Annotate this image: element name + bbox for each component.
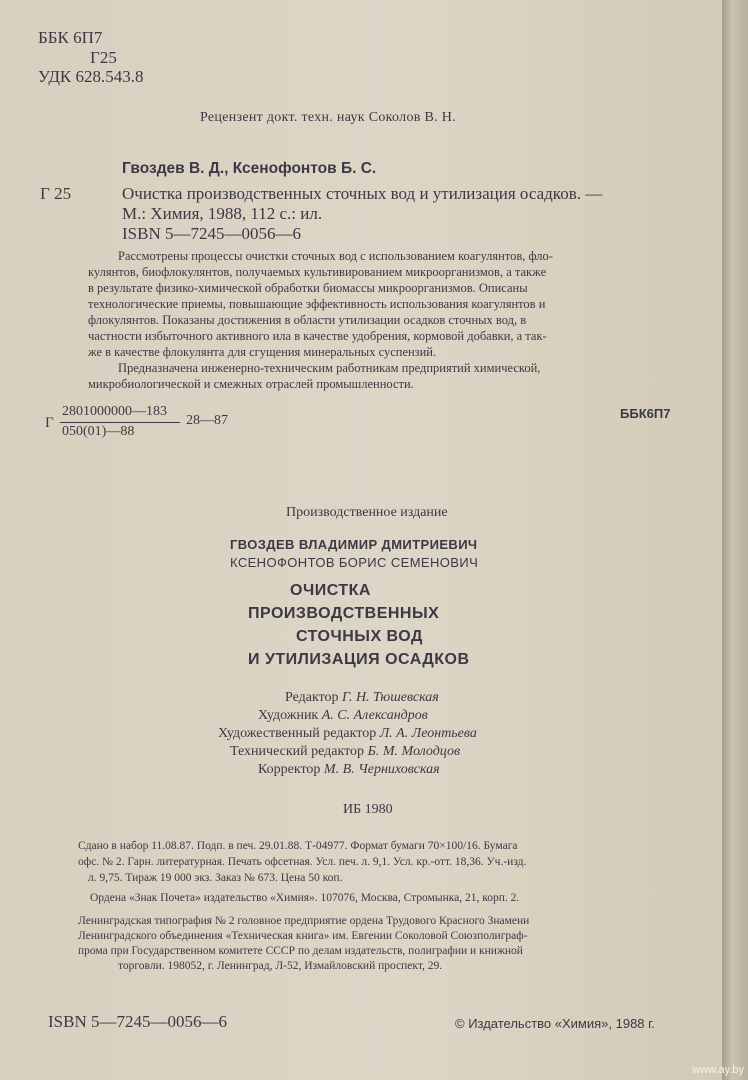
catalog-mark: Г 25	[40, 184, 72, 203]
index-letter: Г	[45, 415, 54, 431]
credit-name: Л. А. Леонтьева	[379, 726, 477, 741]
credit-name: А. С. Александров	[321, 708, 428, 723]
credit-role: Редактор	[285, 690, 339, 705]
catalog-isbn: ISBN 5—7245—0056—6	[122, 224, 301, 243]
credit-role: Корректор	[258, 762, 321, 777]
printer-info-line: Ленинградского объединения «Техническая книга» им. Евгении Соколовой Союзполиграф-	[78, 930, 528, 942]
annotation-line: Предназначена инженерно-техническим работникам предприятий химической,	[118, 361, 541, 375]
credit-role: Художник	[258, 708, 319, 723]
bbk-code: ББК 6П7	[38, 28, 103, 47]
index-fraction-line	[60, 422, 180, 423]
book-title-line: ОЧИСТКА	[290, 582, 371, 599]
credit-line	[258, 708, 428, 724]
annotation-line: частности избыточного активного ила в качестве удобрения, кормовой добавки, а так-	[88, 329, 547, 343]
print-info-line: л. 9,75. Тираж 19 000 экз. Заказ № 673. Цена 50 коп.	[88, 872, 343, 884]
annotation-line: Рассмотрены процессы очистки сточных вод с использованием коагулянтов, фло-	[118, 249, 553, 263]
publisher-address: Ордена «Знак Почета» издательство «Химия». 107076, Москва, Стромынка, 21, корп. 2.	[90, 892, 520, 904]
credit-line	[230, 744, 460, 760]
print-info-line: Сдано в набор 11.08.87. Подп. в печ. 29.01.88. Т-04977. Формат бумаги 70×100/16. Бумага	[78, 840, 518, 852]
credit-line	[258, 762, 440, 778]
catalog-authors: Гвоздев В. Д., Ксенофонтов Б. С.	[122, 160, 377, 177]
author-full-1: ГВОЗДЕВ ВЛАДИМИР ДМИТРИЕВИЧ	[230, 537, 478, 552]
credit-line	[285, 690, 439, 706]
credit-role: Художественный редактор	[218, 726, 377, 741]
index-suffix: 28—87	[186, 413, 228, 428]
credit-name: Г. Н. Тюшевская	[342, 690, 439, 705]
annotation-line: флокулянтов. Показаны достижения в области утилизации осадков сточных вод, в	[88, 313, 527, 327]
printer-info-line: торговли. 198052, г. Ленинград, Л-52, Измайловский проспект, 29.	[118, 960, 443, 972]
index-denominator: 050(01)—88	[62, 424, 135, 439]
annotation-text	[88, 248, 668, 392]
credit-name: Б. М. Молодцов	[367, 744, 461, 759]
print-info	[78, 838, 526, 886]
annotation-line: в результате физико-химической обработки биомассы микроорганизмов. Описаны	[88, 281, 528, 295]
udk-code: УДК 628.543.8	[38, 67, 144, 86]
author-mark: Г25	[90, 48, 117, 67]
book-spine	[722, 0, 748, 1080]
reviewer-line: Рецензент докт. техн. наук Соколов В. Н.	[200, 110, 456, 125]
edition-type: Производственное издание	[286, 505, 448, 520]
footer-isbn: ISBN 5—7245—0056—6	[48, 1012, 227, 1031]
annotation-line: микробиологической и смежных отраслей промышленности.	[88, 377, 414, 391]
watermark-text: www.ay.by	[692, 1064, 744, 1076]
annotation-line: кулянтов, биофлокулянтов, получаемых культивированием микроорганизмов, а также	[88, 265, 547, 279]
ib-number: ИБ 1980	[343, 802, 393, 817]
credit-name: М. В. Черниховская	[323, 762, 440, 777]
catalog-publisher: М.: Химия, 1988, 112 с.: ил.	[122, 204, 323, 223]
catalog-title: Очистка производственных сточных вод и утилизация осадков. —	[122, 184, 603, 203]
book-title-line: СТОЧНЫХ ВОД	[296, 628, 423, 645]
print-info-line: офс. № 2. Гарн. литературная. Печать офсетная. Усл. печ. л. 9,1. Усл. кр.-отт. 18,36. Уч.-изд.	[78, 856, 527, 868]
credit-role: Технический редактор	[230, 744, 365, 759]
annotation-line: же в качестве флокулянта для сгущения минеральных суспензий.	[88, 345, 437, 359]
author-full-2: КСЕНОФОНТОВ БОРИС СЕМЕНОВИЧ	[230, 555, 479, 570]
book-title-line: И УТИЛИЗАЦИЯ ОСАДКОВ	[248, 651, 470, 668]
index-numerator: 2801000000—183	[62, 404, 167, 419]
book-title-line: ПРОИЗВОДСТВЕННЫХ	[248, 605, 440, 622]
printer-info-line: Ленинградская типография № 2 головное предприятие ордена Трудового Красного Знамени	[78, 915, 530, 927]
printer-info-line: прома при Государственном комитете СССР по делам издательств, полиграфии и книжной	[78, 945, 523, 957]
printer-info	[78, 914, 529, 974]
credit-line	[218, 726, 477, 742]
footer-copyright: © Издательство «Химия», 1988 г.	[455, 1016, 655, 1031]
index-bbk: ББК6П7	[620, 406, 671, 421]
annotation-line: технологические приемы, повышающие эффективность использования коагулянтов и	[88, 297, 546, 311]
